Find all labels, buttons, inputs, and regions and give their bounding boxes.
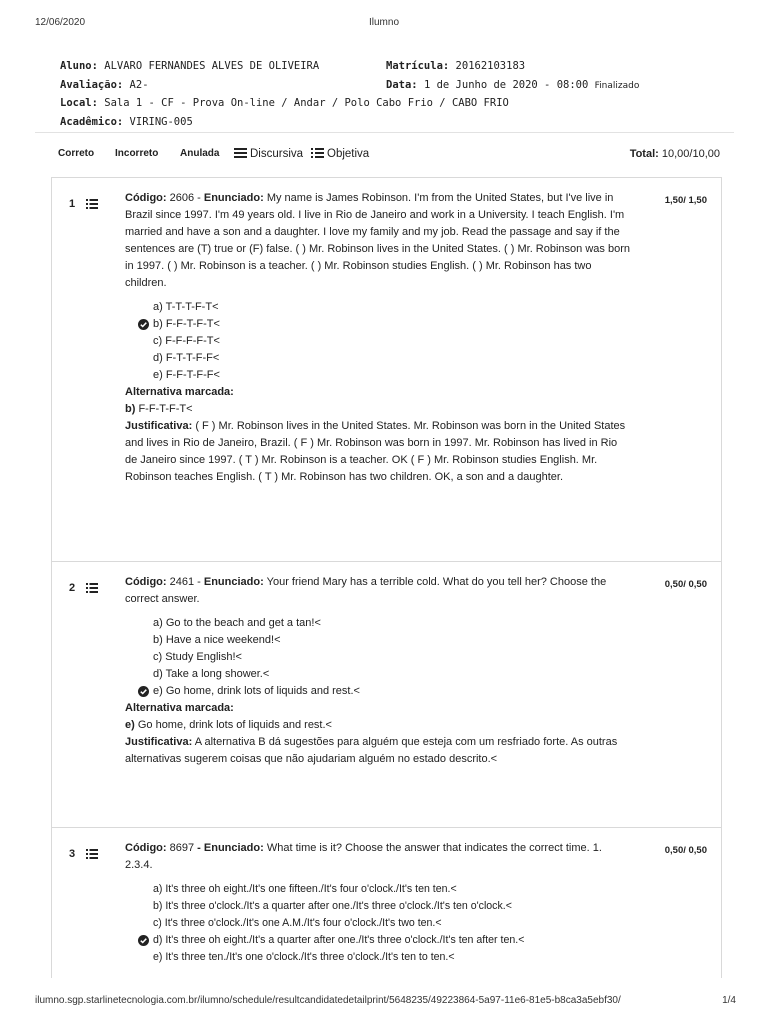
question-card (51, 177, 722, 562)
objective-question-icon (86, 849, 98, 859)
matricula-value: 20162103183 (455, 60, 526, 72)
option-c: c) It's three o'clock./It's one A.M./It's four o'clock./It's two ten.< (153, 917, 442, 929)
enunciado-label: Enunciado: (203, 842, 264, 854)
print-header (0, 17, 768, 31)
local-value: Sala 1 - CF - Prova On-line / Andar / Polo Cabo Frio / CABO FRIO (104, 97, 509, 109)
check-circle-icon (138, 935, 149, 946)
justificativa (125, 418, 630, 486)
codigo-label: Código: (125, 192, 167, 204)
filter-objetiva-label: Objetiva (327, 148, 370, 160)
bullet-list-icon (311, 148, 324, 158)
option-e: e) It's three ten./It's one o'clock./It's three o'clock./It's ten to ten.< (153, 951, 455, 963)
print-footer (0, 995, 768, 1009)
filter-anulada[interactable]: Anulada (180, 148, 220, 159)
codigo-value: 2461 (169, 576, 195, 588)
enunciado-text: My name is James Robinson. I'm from the United States, but I've live in Brazil since 1997. I'm 49 years old. I live in Rio de Janeiro and work in a University. I teach English. I'm married and have a son and a daughter. I love my family and my job. Read the passage and say if the sentences are (T) true or (F) false. ( ) Mr. Robinson lives in the United States. ( ) Mr. Robinson was born in 1997. ( ) Mr. Robinson is a teacher. ( ) Mr. Robinson studies English. ( ) Mr. Robinson has two children. (125, 192, 630, 289)
option-d: d) It's three oh eight./It's a quarter after one./It's three o'clock./It's ten after ten.< (125, 932, 630, 949)
academico-value: VIRING-005 (129, 115, 193, 128)
option-e: e) F-F-T-F-F< (153, 369, 220, 381)
status-finalizado: Finalizado (594, 80, 640, 91)
local-label: Local: (60, 97, 98, 109)
option-b: b) Have a nice weekend!< (153, 634, 281, 646)
filter-discursiva[interactable] (234, 148, 303, 160)
total-label: Total: (629, 148, 659, 160)
academico-label: Acadêmico: (60, 115, 124, 128)
justificativa-label: Justificativa: (125, 420, 193, 432)
student-info (60, 57, 740, 131)
enunciado-label: Enunciado: (203, 576, 264, 588)
option-c: c) Study English!< (153, 651, 242, 663)
check-circle-icon (138, 686, 149, 697)
alternativa-marcada-label: Alternativa marcada: (125, 702, 234, 714)
enunciado-label: Enunciado: (203, 192, 264, 204)
question-statement: Código: 2461 - Enunciado: Your friend Mary has a terrible cold. What do you tell her? Choose the correct answer. (125, 576, 607, 605)
options-list (125, 299, 630, 384)
question-number: 1 (69, 198, 76, 210)
codigo-label: Código: (125, 576, 167, 588)
filter-discursiva-label: Discursiva (250, 148, 304, 160)
header-divider (35, 132, 734, 133)
marked-letter: e) (125, 719, 135, 731)
question-score: 0,50/ 0,50 (664, 845, 707, 856)
aluno-label: Aluno: (60, 60, 98, 72)
total-score (630, 148, 720, 160)
question-card (51, 561, 722, 828)
total-value: 10,00/10,00 (661, 148, 720, 160)
filter-incorreto[interactable]: Incorreto (115, 148, 159, 159)
aluno-value: ALVARO FERNANDES ALVES DE OLIVEIRA (104, 60, 320, 72)
option-a: a) T-T-T-F-T< (153, 301, 219, 313)
question-number: 3 (69, 848, 76, 860)
option-b: b) F-F-T-F-T< (125, 316, 630, 333)
filter-correto[interactable]: Correto (58, 148, 95, 159)
question-score: 0,50/ 0,50 (664, 579, 707, 590)
enunciado-text: Your friend Mary has a terrible cold. What do you tell her? Choose the correct answer. (125, 576, 607, 605)
justificativa (125, 734, 630, 768)
marked-text: Go home, drink lots of liquids and rest.< (137, 719, 332, 731)
justificativa-text: ( F ) Mr. Robinson lives in the United States. Mr. Robinson was born in the United States and lives in Rio de Janeiro, Brazil. ( F ) Mr. Robinson was born in 1997. Mr. Robinson has lived in Rio de Janeiro since 1997. ( T ) Mr. Robinson is a teacher. OK ( F ) Mr. Robinson studies English. Mr. Robinson teaches English. ( T ) Mr. Robinson has two children. OK, a son and a daughter. (125, 420, 626, 483)
codigo-label: Código: (125, 842, 167, 854)
avaliacao-label: Avaliação: (60, 78, 124, 91)
question-body (125, 190, 630, 486)
page-url: ilumno.sgp.starlinetecnologia.com.br/ilumno/schedule/resultcandidatedetailprint/5648235/49223864-5a97-11e6-81e5-b8ca3a5ebf30/ (35, 995, 621, 1006)
data-label: Data: (386, 78, 418, 91)
option-c: c) F-F-F-F-T< (153, 335, 220, 347)
question-card (51, 827, 722, 978)
objective-question-icon (86, 199, 98, 209)
options-list (125, 615, 630, 700)
marked-text: F-F-T-F-T< (138, 403, 193, 415)
question-body (125, 840, 630, 966)
marked-answer (125, 401, 630, 418)
list-icon (234, 148, 247, 158)
print-date: 12/06/2020 (35, 17, 86, 28)
marked-answer (125, 717, 630, 734)
question-score: 1,50/ 1,50 (664, 195, 707, 206)
alternativa-marcada-label: Alternativa marcada: (125, 386, 234, 398)
check-circle-icon (138, 319, 149, 330)
objective-question-icon (86, 583, 98, 593)
option-e: e) Go home, drink lots of liquids and rest.< (125, 683, 630, 700)
option-b: b) It's three o'clock./It's a quarter after one./It's three o'clock./It's ten o'clock.< (153, 900, 512, 912)
legend-bar (35, 148, 734, 164)
options-list (125, 881, 630, 966)
page-number: 1/4 (722, 995, 736, 1006)
marked-letter: b) (125, 403, 136, 415)
codigo-value: 8697 (169, 842, 195, 854)
print-title: Ilumno (368, 17, 399, 28)
option-a: a) It's three oh eight./It's one fifteen./It's four o'clock./It's ten ten.< (153, 883, 457, 895)
question-body (125, 574, 630, 768)
enunciado-text: What time is it? Choose the answer that indicates the correct time. 1. 2.3.4. (125, 842, 602, 871)
justificativa-text: A alternativa B dá sugestões para alguém que esteja com um resfriado forte. As outras alternativas sugerem coisas que não ajudariam alguém no estado descrito.< (125, 736, 618, 765)
question-statement: Código: 8697 - Enunciado: What time is it? Choose the answer that indicates the correct time. 1. 2.3.4. (125, 842, 602, 871)
matricula-label: Matrícula: (386, 60, 450, 72)
option-d: d) F-T-T-F-F< (153, 352, 220, 364)
data-value: 1 de Junho de 2020 - 08:00 (423, 78, 589, 91)
justificativa-label: Justificativa: (125, 736, 193, 748)
option-d: d) Take a long shower.< (153, 668, 270, 680)
option-a: a) Go to the beach and get a tan!< (153, 617, 321, 629)
question-number: 2 (69, 582, 76, 594)
avaliacao-value: A2- (129, 78, 149, 91)
question-statement: Código: 2606 - Enunciado: My name is James Robinson. I'm from the United States, but I've live in Brazil since 1997. I'm 49 years old. I live in Rio de Janeiro and work in a University. I teach English. I'm married and have a son and a daughter. I love my family and my job. Read the passage and say if the sentences are (T) true or (F) false. ( ) Mr. Robinson lives in the United States. ( ) Mr. Robinson was born in 1997. ( ) Mr. Robinson is a teacher. ( ) Mr. Robinson studies English. ( ) Mr. Robinson has two children. (125, 192, 630, 289)
codigo-value: 2606 (169, 192, 195, 204)
filter-objetiva[interactable] (311, 148, 369, 160)
